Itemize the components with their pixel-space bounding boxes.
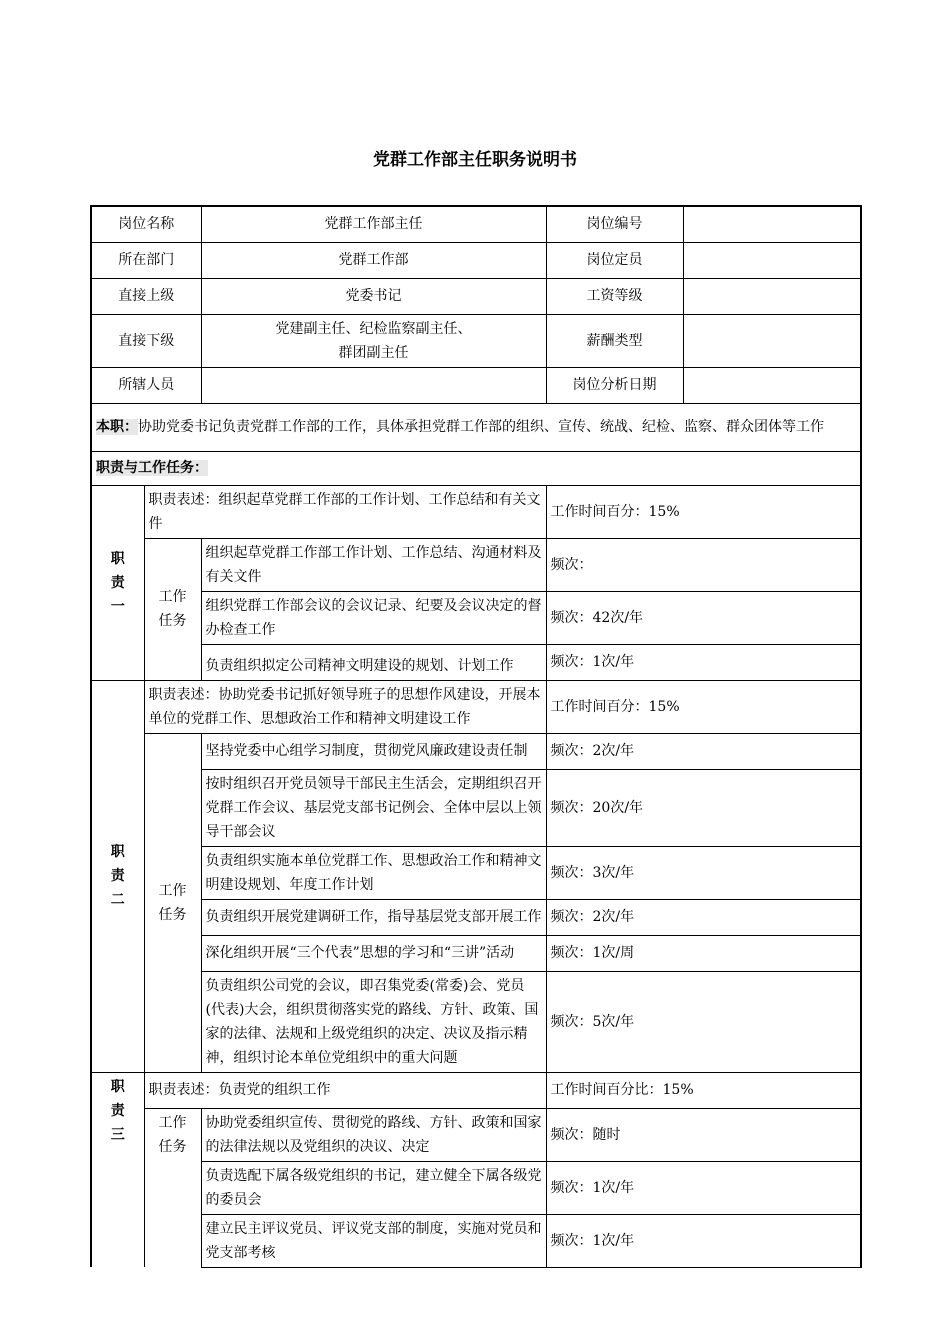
task-row — [91, 971, 861, 1072]
staff-value — [201, 367, 546, 403]
info-row — [91, 242, 861, 278]
responsibility-desc: 职责表述：负责党的组织工作 — [144, 1072, 546, 1108]
responsibility-desc-row — [91, 1072, 861, 1108]
label-char: 职 — [110, 844, 125, 860]
duty-text: 协助党委书记负责党群工作部的工作，具体承担党群工作部的组织、宣传、统战、纪检、监察、群众团体等工作 — [138, 418, 824, 435]
wage-label: 工资等级 — [546, 278, 683, 314]
task-row — [91, 538, 861, 591]
label-char: 职 — [110, 550, 125, 567]
task-text: 负责组织实施本单位党群工作、思想政治工作和精神文明建设规划、年度工作计划 — [201, 846, 546, 899]
job-description-table — [90, 205, 862, 1268]
label-char: 责 — [110, 868, 125, 884]
salary-type-value — [683, 314, 861, 367]
task-row — [91, 899, 861, 935]
quota-value — [683, 242, 861, 278]
task-text: 建立民主评议党员、评议党支部的制度，实施对党员和党支部考核 — [201, 1214, 546, 1267]
task-row — [91, 591, 861, 644]
task-text: 深化组织开展“三个代表”思想的学习和“三讲”活动 — [201, 935, 546, 971]
time-percent: 工作时间百分：15% — [546, 485, 861, 538]
info-row — [91, 367, 861, 403]
label-char: 一 — [110, 598, 125, 615]
task-text: 协助党委组织宣传、贯彻党的路线、方针、政策和国家的法律法规以及党组织的决议、决定 — [201, 1108, 546, 1161]
task-frequency: 频次：1次/年 — [546, 644, 861, 680]
task-text: 坚持党委中心组学习制度，贯彻党风廉政建设责任制 — [201, 733, 546, 769]
dept-value: 党群工作部 — [201, 242, 546, 278]
subordinate-label: 直接下级 — [91, 314, 201, 367]
duty-row — [91, 403, 861, 451]
task-label-line: 任务 — [158, 1138, 187, 1155]
task-frequency: 频次：随时 — [546, 1108, 861, 1161]
staff-label: 所辖人员 — [91, 367, 201, 403]
task-frequency: 频次：2次/年 — [546, 733, 861, 769]
label-char: 责 — [110, 574, 125, 591]
duty-label: 本职： — [96, 418, 138, 435]
task-row — [91, 769, 861, 846]
responsibility-desc-row — [91, 680, 861, 733]
task-frequency: 频次：5次/年 — [546, 971, 861, 1072]
task-label-line: 工作 — [158, 1114, 187, 1131]
section-header-cell — [91, 451, 861, 485]
salary-type-label: 薪酬类型 — [546, 314, 683, 367]
task-text: 组织党群工作部会议的会议记录、纪要及会议决定的督办检查工作 — [201, 591, 546, 644]
task-frequency: 频次：1次/年 — [546, 1214, 861, 1267]
post-no-label: 岗位编号 — [546, 206, 683, 242]
subordinate-line-2: 群团副主任 — [338, 344, 409, 361]
label-char: 责 — [110, 1102, 125, 1119]
label-char: 职 — [110, 1078, 125, 1095]
wage-value — [683, 278, 861, 314]
task-text: 负责选配下属各级党组织的书记，建立健全下属各级党的委员会 — [201, 1161, 546, 1214]
task-text: 组织起草党群工作部工作计划、工作总结、沟通材料及有关文件 — [201, 538, 546, 591]
task-label — [144, 538, 201, 680]
task-frequency: 频次：1次/周 — [546, 935, 861, 971]
info-row — [91, 314, 861, 367]
task-text: 负责组织公司党的会议，即召集党委(常委)会、党员(代表)大会，组织贯彻落实党的路线、方针、政策、国家的法律、法规和上级党组织的决定、决议及指示精神，组织讨论本单位党组织中的重大问题 — [201, 971, 546, 1072]
task-label-line: 工作 — [158, 589, 187, 605]
task-frequency: 频次：42次/年 — [546, 591, 861, 644]
responsibility-3-label — [91, 1072, 144, 1267]
post-no-value — [683, 206, 861, 242]
task-frequency: 频次：1次/年 — [546, 1161, 861, 1214]
task-frequency: 频次：20次/年 — [546, 769, 861, 846]
responsibility-desc: 职责表述：协助党委书记抓好领导班子的思想作风建设，开展本单位的党群工作、思想政治工作和精神文明建设工作 — [144, 680, 546, 733]
task-label-line: 任务 — [158, 906, 187, 923]
task-frequency: 频次：3次/年 — [546, 846, 861, 899]
task-text: 负责组织开展党建调研工作，指导基层党支部开展工作 — [201, 899, 546, 935]
post-name-label: 岗位名称 — [91, 206, 201, 242]
label-char: 二 — [110, 892, 125, 908]
task-label — [144, 1108, 201, 1267]
info-row — [91, 206, 861, 242]
task-row — [91, 1108, 861, 1161]
superior-label: 直接上级 — [91, 278, 201, 314]
task-row — [91, 733, 861, 769]
task-frequency: 频次： — [546, 538, 861, 591]
subordinate-line-1: 党建副主任、纪检监察副主任、 — [275, 320, 472, 337]
info-row — [91, 278, 861, 314]
task-row — [91, 1161, 861, 1214]
responsibility-2-label — [91, 680, 144, 1072]
task-row — [91, 644, 861, 680]
task-row — [91, 935, 861, 971]
quota-label: 岗位定员 — [546, 242, 683, 278]
time-percent: 工作时间百分：15% — [546, 680, 861, 733]
task-frequency: 频次：2次/年 — [546, 899, 861, 935]
label-char: 三 — [110, 1126, 125, 1143]
document-title: 党群工作部主任职务说明书 — [373, 150, 577, 170]
task-text: 按时组织召开党员领导干部民主生活会，定期组织召开党群工作会议、基层党支部书记例会、全体中层以上领导干部会议 — [201, 769, 546, 846]
responsibility-desc-row — [91, 485, 861, 538]
section-header-row — [91, 451, 861, 485]
analysis-date-value — [683, 367, 861, 403]
task-label-line: 工作 — [158, 882, 187, 899]
task-row — [91, 1214, 861, 1267]
time-percent: 工作时间百分比：15% — [546, 1072, 861, 1108]
task-label-line: 任务 — [158, 613, 187, 629]
section-label: 职责与工作任务： — [96, 460, 208, 476]
task-text: 负责组织拟定公司精神文明建设的规划、计划工作 — [201, 644, 546, 680]
analysis-date-label: 岗位分析日期 — [546, 367, 683, 403]
post-name-value: 党群工作部主任 — [201, 206, 546, 242]
task-row — [91, 846, 861, 899]
dept-label: 所在部门 — [91, 242, 201, 278]
subordinate-value — [201, 314, 546, 367]
responsibility-1-label — [91, 485, 144, 680]
superior-value: 党委书记 — [201, 278, 546, 314]
duty-cell — [91, 403, 861, 451]
task-label — [144, 733, 201, 1072]
responsibility-desc: 职责表述：组织起草党群工作部的工作计划、工作总结和有关文件 — [144, 485, 546, 538]
